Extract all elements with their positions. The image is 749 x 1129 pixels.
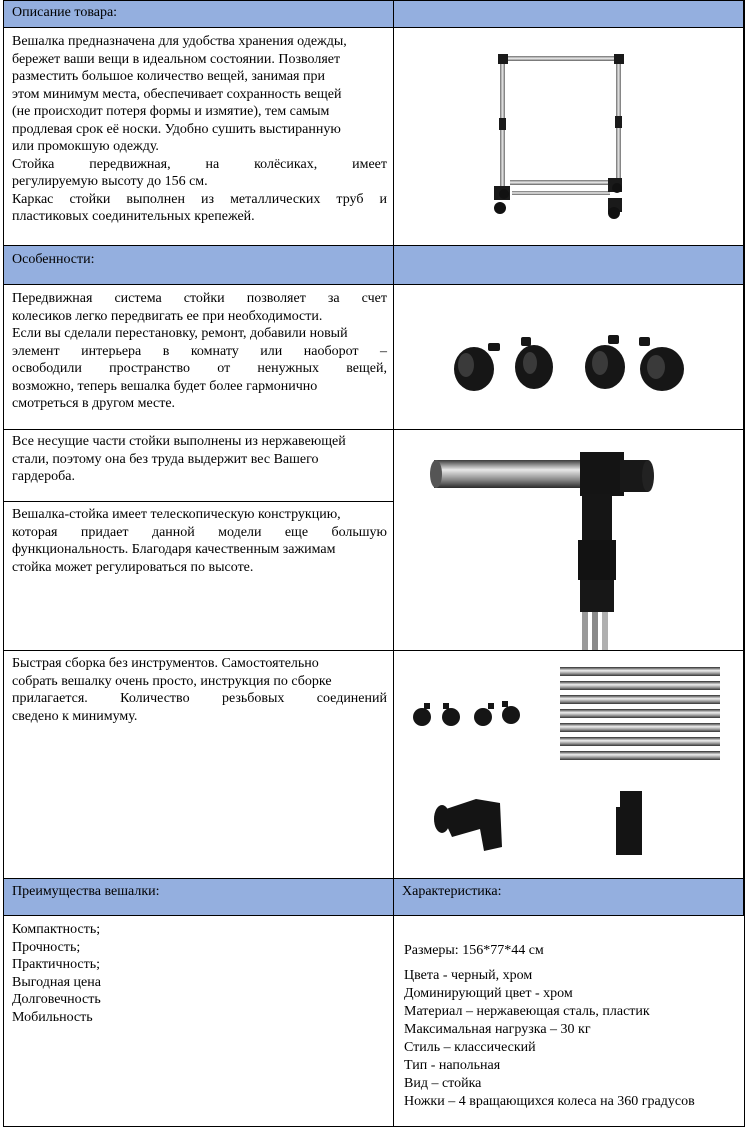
telescopic-text (12, 506, 387, 576)
spec-item: Стиль – классический (404, 1040, 536, 1055)
spec-size: Размеры: 156*77*44 см (404, 943, 544, 958)
mobility-text (12, 290, 387, 413)
telescopic-line: функциональность. Благодаря качественным зажимам (12, 542, 336, 557)
mobility-line: колесиков легко передвигать ее при необходимости. (12, 308, 323, 324)
advantage-item: Выгодная цена (12, 974, 101, 990)
mobility-line: смотреться в другом месте. (12, 396, 176, 411)
steel-line: Все несущие части стойки выполнены из нержавеющей (12, 434, 346, 449)
description-line: этом минимум места, обеспечивает сохранность вещей (12, 86, 342, 102)
assembly-line: прилагается. Количество резьбовых соединений (12, 691, 387, 706)
description-line: продлевая срок её носки. Удобно сушить выстиранную (12, 121, 341, 137)
description-text-cell (4, 28, 394, 246)
assembly-text-cell (4, 651, 394, 879)
product-table (3, 0, 745, 1127)
wheels-image-cell (394, 285, 744, 430)
telescopic-line: которая придает данной модели еще большую (12, 524, 387, 540)
advantage-item: Мобильность (12, 1009, 93, 1025)
description-line: или промокшую одежду. (12, 139, 159, 154)
assembly-line: собрать вешалку очень просто, инструкция по сборке (12, 673, 332, 689)
mobility-line: Если вы сделали перестановку, ремонт, добавили новый (12, 326, 348, 341)
description-text (12, 33, 387, 226)
steel-line: стали, поэтому она без труда выдержит вес Вашего (12, 451, 319, 467)
advantage-item: Прочность; (12, 939, 81, 955)
features-header-right-cell (394, 246, 744, 285)
description-line: Стойка передвижная, на колёсиках, имеет (12, 156, 387, 172)
clothes-rack-image (394, 28, 744, 246)
specs-list (404, 967, 695, 1111)
advantages-header-cell (4, 879, 394, 916)
description-line: пластиковых соединительных крепежей. (12, 209, 255, 224)
spec-item: Вид – стойка (404, 1076, 482, 1091)
advantage-item: Компактность; (12, 922, 101, 937)
caster-wheels-image (394, 285, 744, 430)
steel-text-cell (4, 430, 394, 502)
telescopic-line: стойка может регулироваться по высоте. (12, 559, 254, 575)
parts-image-cell (394, 651, 744, 879)
advantages-header: Преимущества вешалки: (12, 884, 160, 899)
description-header-cell (4, 1, 394, 28)
features-header: Особенности: (12, 252, 95, 267)
advantages-list (12, 921, 101, 1027)
spec-item: Максимальная нагрузка – 30 кг (404, 1022, 591, 1037)
spec-item: Ножки – 4 вращающихся колеса на 360 градусов (404, 1094, 695, 1109)
steel-line: гардероба. (12, 469, 75, 484)
telescopic-text-cell (4, 502, 394, 651)
advantages-list-cell (4, 916, 394, 1126)
assembly-line: Быстрая сборка без инструментов. Самостоятельно (12, 656, 319, 671)
spec-item: Материал – нержавеющая сталь, пластик (404, 1004, 650, 1019)
advantage-item: Практичность; (12, 957, 101, 973)
features-header-cell (4, 246, 394, 285)
specs-header: Характеристика: (402, 884, 502, 899)
spec-item: Цвета - черный, хром (404, 968, 533, 983)
description-line: регулируемую высоту до 156 см. (12, 174, 208, 189)
description-line: Каркас стойки выполнен из металлических труб и (12, 191, 387, 207)
mobility-line: Передвижная система стойки позволяет за счет (12, 291, 387, 306)
specs-list-cell (394, 916, 744, 1126)
mobility-text-cell (4, 285, 394, 430)
advantage-item: Долговечность (12, 992, 101, 1008)
mobility-line: освободили пространство от ненужных вещей, (12, 361, 387, 376)
assembly-parts-image (394, 651, 744, 879)
mobility-line: элемент интерьера в комнату или наоборот – (12, 343, 387, 359)
description-line: Вешалка предназначена для удобства хранения одежды, (12, 34, 347, 49)
description-line: разместить большое количество вещей, занимая при (12, 69, 325, 84)
spec-item: Тип - напольная (404, 1058, 501, 1073)
assembly-text (12, 655, 387, 725)
rack-image-cell (394, 28, 744, 246)
description-header: Описание товара: (12, 5, 118, 20)
specs-header-cell (394, 879, 744, 916)
joint-image-cell (394, 430, 744, 651)
steel-text (12, 433, 387, 486)
description-line: бережет ваши вещи в идеальном состоянии. Позволяет (12, 51, 341, 67)
mobility-line: возможно, теперь вешалка будет более гармонично (12, 378, 318, 394)
pipe-joint-image (394, 430, 744, 651)
telescopic-line: Вешалка-стойка имеет телескопическую конструкцию, (12, 507, 341, 522)
assembly-line: сведено к минимуму. (12, 708, 138, 724)
description-header-right-cell (394, 1, 744, 28)
description-line: (не происходит потеря формы и измятие), тем самым (12, 104, 330, 119)
spec-item: Доминирующий цвет - хром (404, 986, 573, 1001)
